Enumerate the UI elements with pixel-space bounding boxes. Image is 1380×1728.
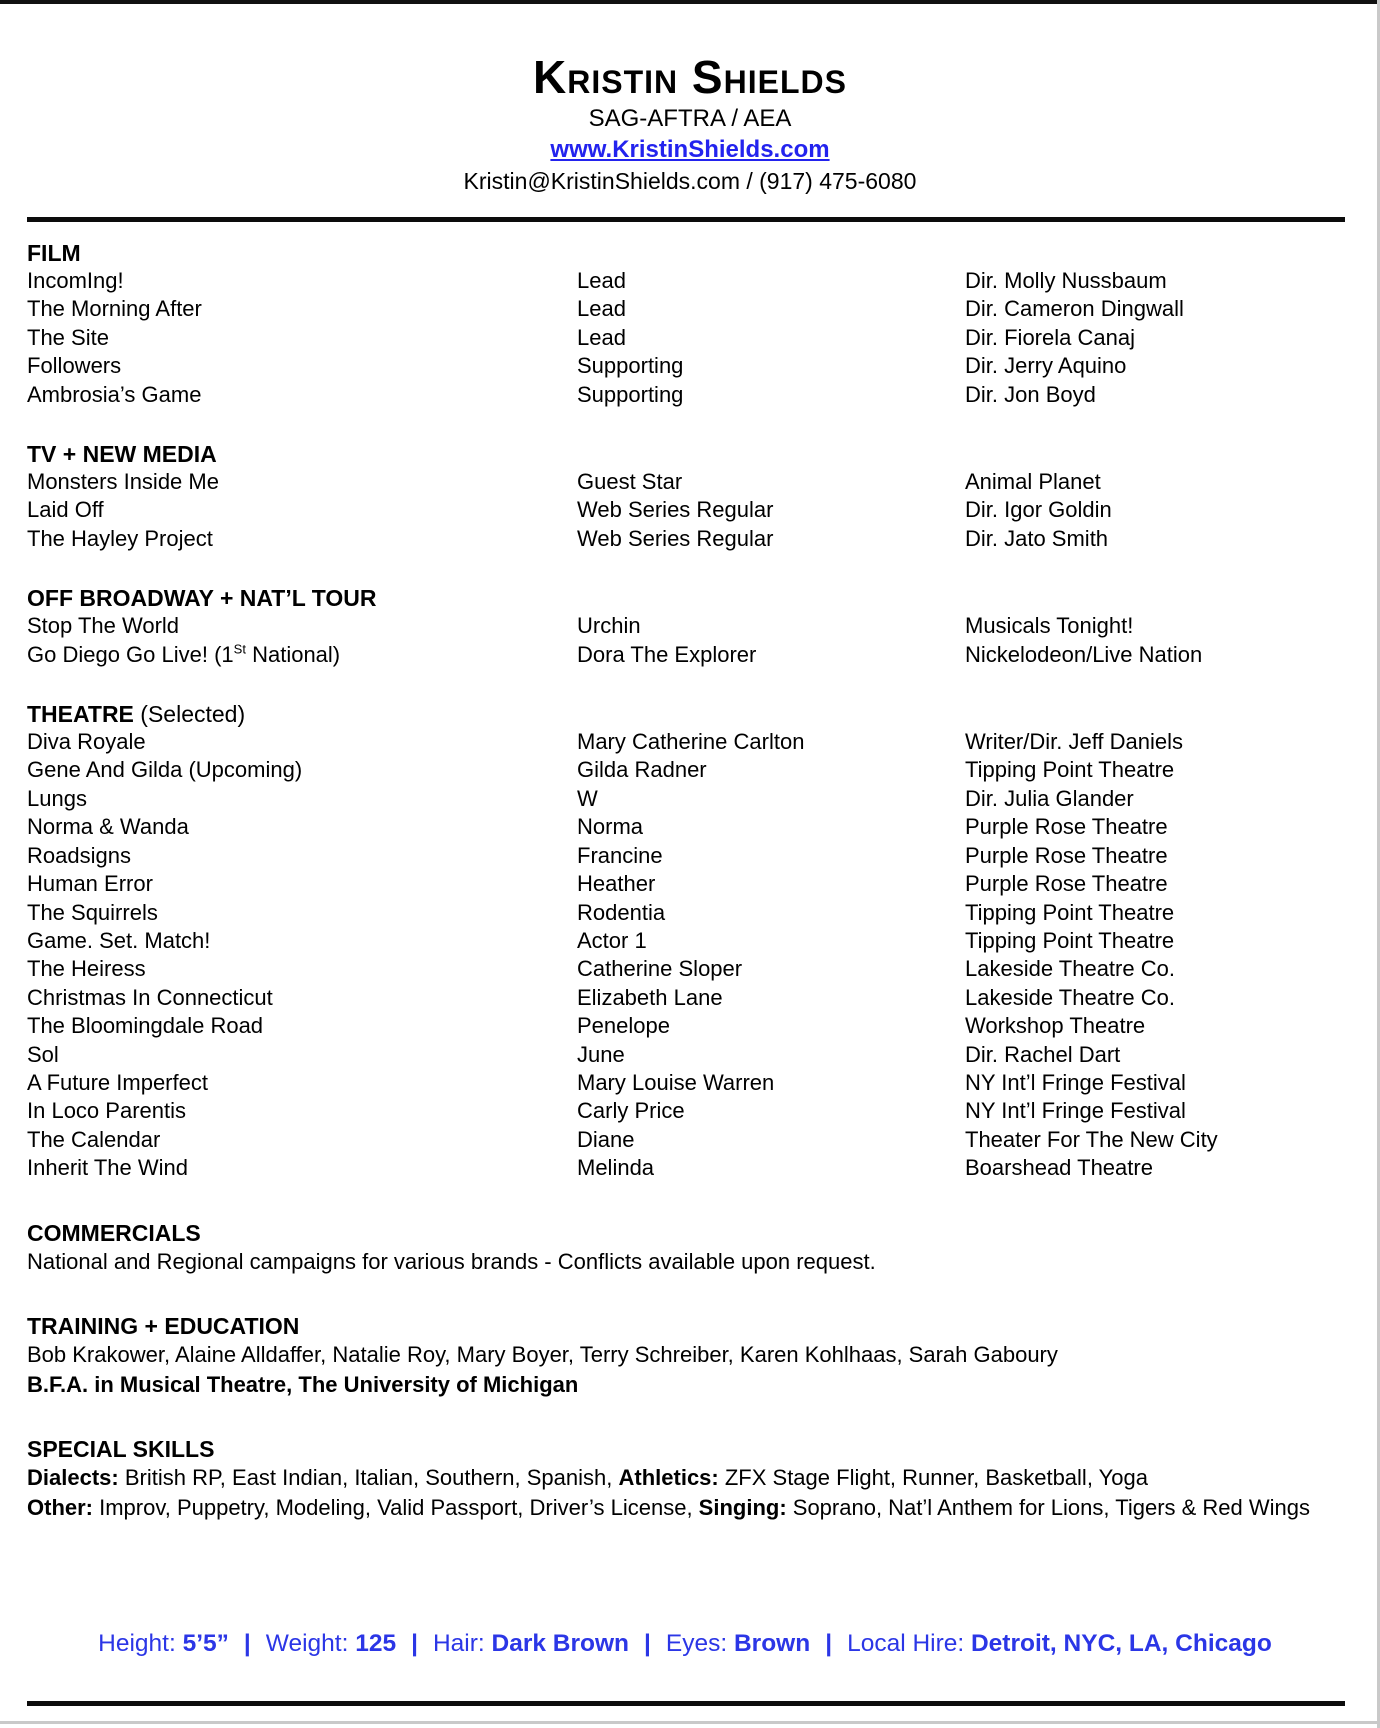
credit-row: [27, 1097, 1345, 1125]
credit-row: [27, 641, 1345, 669]
resume-body: [0, 239, 1380, 1522]
credit-title: The Hayley Project: [27, 525, 213, 551]
credit-company: Workshop Theatre: [965, 1013, 1146, 1039]
bold-label: Other:: [27, 1494, 93, 1520]
credit-row: [27, 267, 1345, 295]
credit-role: Francine: [577, 842, 663, 868]
section-text-line: [27, 1371, 1345, 1400]
stat-label: Hair:: [432, 1630, 492, 1657]
section-title-text: TV + NEW MEDIA: [27, 441, 217, 468]
credit-company: Dir. Jon Boyd: [965, 381, 1096, 407]
credit-company: Lakeside Theatre Co.: [965, 984, 1175, 1010]
stat-value: Brown: [733, 1630, 811, 1657]
credit-row: [27, 984, 1345, 1012]
credit-row: [27, 352, 1345, 380]
credit-company: Nickelodeon/Live Nation: [965, 641, 1203, 667]
credit-company: Dir. Jerry Aquino: [965, 353, 1127, 379]
credit-row: [27, 295, 1345, 323]
section-title-text: OFF BROADWAY + NAT’L TOUR: [27, 585, 377, 612]
credit-company: NY Int’l Fringe Festival: [965, 1098, 1186, 1124]
credit-title: Laid Off: [27, 497, 104, 523]
credit-row: [27, 1069, 1345, 1097]
credit-company: Purple Rose Theatre: [965, 842, 1168, 868]
credit-role: Norma: [577, 814, 644, 840]
credit-title: The Morning After: [27, 296, 202, 322]
credit-title: Game. Set. Match!: [27, 927, 211, 953]
credit-company: Musicals Tonight!: [965, 613, 1134, 639]
credit-company: Writer/Dir. Jeff Daniels: [965, 729, 1184, 755]
union-affiliations: SAG-AFTRA / AEA: [588, 105, 792, 132]
credit-title: Ambrosia’s Game: [27, 381, 202, 407]
text-segment: Improv, Puppetry, Modeling, Valid Passport, Driver’s License,: [93, 1494, 699, 1520]
credit-row: [27, 324, 1345, 352]
resume-header: [0, 0, 1380, 195]
website-link[interactable]: www.KristinShields.com: [550, 136, 830, 163]
section-heading-training-education: [27, 1312, 1345, 1340]
section-title-text: FILM: [27, 240, 81, 266]
credit-role: Web Series Regular: [577, 525, 774, 551]
credit-title: Human Error: [27, 871, 153, 897]
credit-row: [27, 955, 1345, 983]
section-tv-new-media: [27, 440, 1345, 553]
credit-role: Web Series Regular: [577, 497, 774, 523]
section-heading-special-skills: [27, 1435, 1345, 1463]
section-commercials: [27, 1219, 1345, 1277]
credit-row: [27, 842, 1345, 870]
actor-name: Kristin Shields: [533, 51, 847, 103]
credit-title: Go Diego Go Live! (1St National): [27, 641, 341, 667]
footer-divider-rule: [27, 1701, 1345, 1706]
credit-row: [27, 927, 1345, 955]
credit-role: Supporting: [577, 353, 684, 379]
physical-stats-bar: [30, 1630, 1340, 1658]
credit-role: Mary Louise Warren: [577, 1069, 775, 1095]
credit-role: Heather: [577, 871, 656, 897]
bold-label: Dialects:: [27, 1465, 119, 1491]
section-off-broadway-nat-l-tour: [27, 584, 1345, 669]
credit-role: Gilda Radner: [577, 757, 707, 783]
credit-role: Actor 1: [577, 927, 647, 953]
credit-title: In Loco Parentis: [27, 1098, 186, 1124]
section-title-text: COMMERCIALS: [27, 1219, 201, 1246]
section-title-text: THEATRE: [27, 701, 134, 728]
credit-company: Tipping Point Theatre: [965, 899, 1175, 925]
credit-row: [27, 1041, 1345, 1069]
credit-role: Mary Catherine Carlton: [577, 729, 805, 755]
section-title-suffix: (Selected): [133, 701, 246, 728]
credit-row: [27, 756, 1345, 784]
credit-role: Carly Price: [577, 1098, 685, 1124]
stat-separator: |: [644, 1630, 651, 1657]
credit-row: [27, 496, 1345, 524]
website-row: [0, 135, 1380, 167]
text-segment: British RP, East Indian, Italian, Southern, Spanish,: [118, 1465, 619, 1491]
credit-title: Roadsigns: [27, 842, 131, 868]
section-text-line: [27, 1464, 1345, 1493]
credit-role: Lead: [577, 324, 626, 350]
credit-company: Dir. Jato Smith: [965, 525, 1109, 551]
section-heading-film: [27, 239, 1345, 267]
credit-role: Guest Star: [577, 469, 683, 495]
credit-row: [27, 525, 1345, 553]
credit-title: Followers: [27, 353, 122, 379]
credit-title: Stop The World: [27, 613, 180, 639]
bold-label: B.F.A. in Musical Theatre, The University of Michigan: [27, 1371, 579, 1397]
stat-separator: |: [411, 1630, 418, 1657]
credit-row: [27, 1154, 1345, 1182]
credit-title: The Squirrels: [27, 899, 158, 925]
section-special-skills: [27, 1435, 1345, 1522]
credit-title: Diva Royale: [27, 729, 146, 755]
credit-title: The Site: [27, 324, 109, 350]
credit-company: Dir. Julia Glander: [965, 785, 1134, 811]
credit-role: Melinda: [577, 1155, 655, 1181]
credit-company: Dir. Igor Goldin: [965, 497, 1112, 523]
credit-company: Animal Planet: [965, 469, 1101, 495]
credit-company: Tipping Point Theatre: [965, 757, 1175, 783]
credit-title: Monsters Inside Me: [27, 469, 219, 495]
credit-company: Dir. Fiorela Canaj: [965, 324, 1135, 350]
credit-row: [27, 1126, 1345, 1154]
credit-row: [27, 899, 1345, 927]
credit-role: Catherine Sloper: [577, 956, 743, 982]
section-theatre: [27, 700, 1345, 1183]
credit-title: Norma & Wanda: [27, 814, 189, 840]
credit-role: Elizabeth Lane: [577, 984, 723, 1010]
credit-row: [27, 813, 1345, 841]
credit-row: [27, 785, 1345, 813]
text-segment: Bob Krakower, Alaine Alldaffer, Natalie Roy, Mary Boyer, Terry Schreiber, Karen Kohlhaas, Sarah Gaboury: [27, 1342, 1058, 1368]
credit-title: Sol: [27, 1041, 59, 1067]
stat-label: Weight:: [265, 1630, 356, 1657]
credit-title: Lungs: [27, 785, 87, 811]
credit-role: Diane: [577, 1126, 635, 1152]
credit-title: The Heiress: [27, 956, 146, 982]
section-title-text: TRAINING + EDUCATION: [27, 1313, 300, 1340]
credit-company: Dir. Rachel Dart: [965, 1041, 1121, 1067]
credit-title: The Calendar: [27, 1126, 161, 1152]
stat-separator: |: [243, 1630, 251, 1657]
credit-sections: [27, 239, 1345, 1183]
page-top-border: [0, 0, 1377, 4]
credit-title: Christmas In Connecticut: [27, 984, 273, 1010]
stat-value: Dark Brown: [491, 1630, 630, 1657]
section-title-text: SPECIAL SKILLS: [27, 1436, 215, 1463]
text-segment: ZFX Stage Flight, Runner, Basketball, Yoga: [718, 1465, 1149, 1491]
credit-company: Dir. Molly Nussbaum: [965, 268, 1167, 293]
stat-value: 125: [355, 1630, 397, 1657]
credit-role: Rodentia: [577, 899, 666, 925]
section-heading-commercials: [27, 1219, 1345, 1247]
credit-row: [27, 728, 1345, 756]
credit-company: Lakeside Theatre Co.: [965, 956, 1175, 982]
credit-role: Lead: [577, 296, 626, 322]
credit-title: The Bloomingdale Road: [27, 1013, 264, 1039]
section-heading-tv-new-media: [27, 440, 1345, 468]
credit-company: Purple Rose Theatre: [965, 871, 1168, 897]
bold-label: Athletics:: [618, 1465, 719, 1491]
section-text-line: [27, 1341, 1345, 1370]
credit-title: IncomIng!: [27, 268, 124, 293]
stat-value: 5’5”: [182, 1630, 229, 1657]
credit-title: Inherit The Wind: [27, 1155, 189, 1181]
credit-row: [27, 1012, 1345, 1040]
credit-row: [27, 870, 1345, 898]
credit-company: NY Int’l Fringe Festival: [965, 1069, 1186, 1095]
contact-info: Kristin@KristinShields.com / (917) 475-6080: [463, 168, 917, 194]
credit-row: [27, 381, 1345, 409]
credit-role: W: [577, 785, 598, 811]
credit-title: A Future Imperfect: [27, 1069, 208, 1095]
text-sections: [27, 1219, 1345, 1523]
credit-row: [27, 468, 1345, 496]
stat-label: Height:: [98, 1630, 183, 1657]
credit-role: Lead: [577, 268, 626, 293]
credit-company: Boarshead Theatre: [965, 1155, 1153, 1181]
credit-company: Purple Rose Theatre: [965, 814, 1168, 840]
credit-row: [27, 612, 1345, 640]
credit-role: Penelope: [577, 1013, 670, 1039]
section-film: [27, 239, 1345, 409]
stat-label: Local Hire:: [847, 1630, 971, 1657]
header-divider-rule: [27, 217, 1345, 222]
section-heading-theatre: [27, 700, 1345, 728]
section-training-education: [27, 1312, 1345, 1399]
text-segment: Soprano, Nat’l Anthem for Lions, Tigers & Red Wings: [786, 1494, 1311, 1520]
credit-role: June: [577, 1041, 625, 1067]
section-heading-off-broadway-nat-l-tour: [27, 584, 1345, 612]
section-text-line: [27, 1248, 1345, 1277]
credit-role: Supporting: [577, 381, 684, 407]
page-bottom-edge: [0, 1721, 1380, 1724]
text-segment: National and Regional campaigns for various brands - Conflicts available upon request.: [27, 1248, 876, 1274]
section-text-line: [27, 1494, 1345, 1523]
stat-label: Eyes:: [665, 1630, 734, 1657]
credit-role: Urchin: [577, 613, 641, 639]
credit-company: Theater For The New City: [965, 1126, 1218, 1152]
stat-separator: |: [825, 1630, 833, 1657]
stat-value: Detroit, NYC, LA, Chicago: [970, 1630, 1272, 1657]
credit-company: Dir. Cameron Dingwall: [965, 296, 1184, 322]
credit-role: Dora The Explorer: [577, 641, 757, 667]
credit-title: Gene And Gilda (Upcoming): [27, 757, 303, 783]
bold-label: Singing:: [698, 1494, 787, 1520]
credit-company: Tipping Point Theatre: [965, 927, 1175, 953]
